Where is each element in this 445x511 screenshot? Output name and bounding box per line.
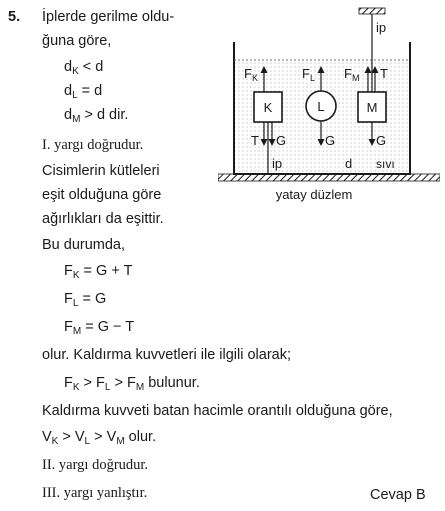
- fm-label: $F_M$: [344, 66, 360, 83]
- gl-label: G: [325, 133, 336, 148]
- force-equation-l: $F_L = G$: [64, 291, 107, 309]
- gk-label: G: [276, 133, 287, 148]
- ceiling-mount: [359, 8, 385, 14]
- buoyancy-intro: olur. Kaldırma kuvvetleri ile ilgili olarak;: [42, 347, 292, 363]
- volume-intro: Kaldırma kuvveti batan hacimle orantılı olduğuna göre,: [42, 403, 393, 419]
- body-l-label: L: [317, 99, 325, 114]
- statement-2: II. yargı doğrudur.: [42, 457, 149, 473]
- fk-label: $F_K$: [244, 66, 258, 83]
- liquid-label: sıvı: [376, 157, 395, 171]
- force-equation-m: $F_M = G - T$: [64, 319, 135, 337]
- density-d-label: d: [345, 156, 353, 171]
- mass-text-line-2: eşit olduğuna göre: [42, 187, 162, 203]
- body-k-label: K: [263, 100, 273, 115]
- ip-top-label: ip: [376, 20, 387, 35]
- floor-label: yatay düzlem: [275, 187, 353, 202]
- gm-label: G: [376, 133, 387, 148]
- fl-label: $F_L$: [302, 66, 315, 83]
- mass-text-line-3: ağırlıkları da eşittir.: [42, 211, 164, 227]
- intro-line-2: ğuna göre,: [42, 33, 112, 49]
- bu-durumda: Bu durumda,: [42, 237, 126, 253]
- question-number: 5.: [8, 9, 21, 25]
- answer-label: Cevap B: [370, 487, 426, 503]
- floor: [218, 174, 440, 181]
- force-equation-k: $F_K = G + T$: [64, 263, 133, 281]
- mass-text-line-1: Cisimlerin kütleleri: [42, 163, 160, 179]
- buoyancy-result: $F_K > F_L > F_M$ bulunur.: [64, 375, 200, 393]
- t-top-label: T: [380, 66, 388, 81]
- intro-line-1: İplerde gerilme oldu-: [42, 9, 175, 25]
- t-bottom-label: T: [251, 133, 259, 148]
- density-relation-k: $d_K < d$: [64, 59, 104, 77]
- ip-bottom-label: ip: [272, 156, 283, 171]
- statement-1: I. yargı doğrudur.: [42, 137, 144, 153]
- density-relation-m: $d_M > d$ dir.: [64, 107, 129, 125]
- statement-3: III. yargı yanlıştır.: [42, 485, 148, 501]
- body-m-label: M: [366, 100, 378, 115]
- density-relation-l: $d_L = d$: [64, 83, 103, 101]
- volume-result: $V_K > V_L > V_M$ olur.: [42, 429, 157, 447]
- buoyancy-diagram: [218, 2, 440, 208]
